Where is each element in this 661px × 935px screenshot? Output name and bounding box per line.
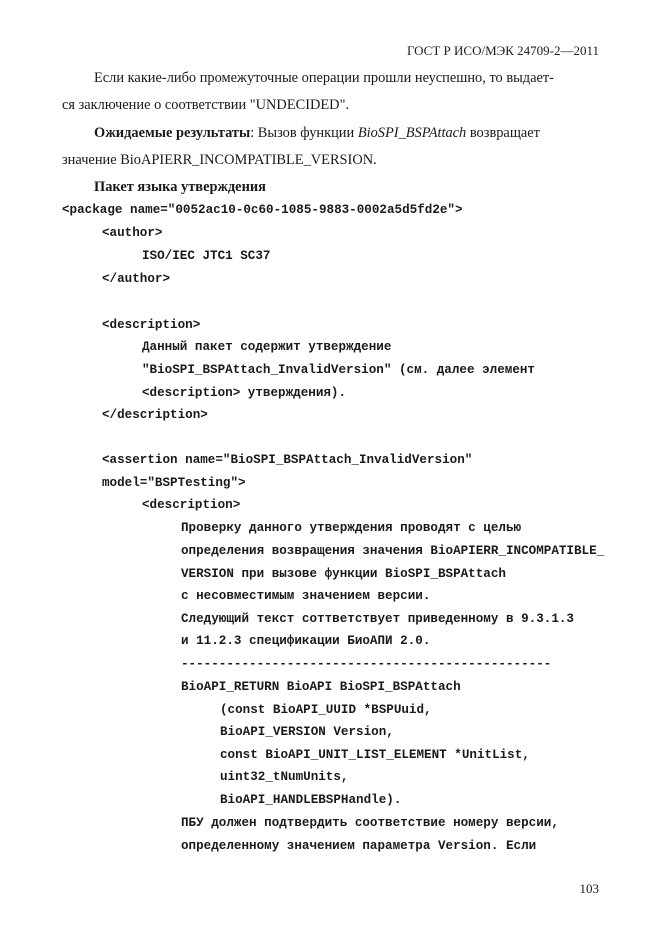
code-line: <description> bbox=[102, 318, 201, 332]
code-line: Следующий текст соттветствует приведенному в 9.3.1.3 bbox=[181, 612, 574, 626]
page-number: 103 bbox=[579, 881, 599, 896]
code-line: с несовместимым значением версии. bbox=[181, 589, 431, 603]
code-line: "BioSPI_BSPAttach_InvalidVersion" (см. далее элемент bbox=[142, 363, 535, 377]
code-line: VERSION при вызове функции BioSPI_BSPAttach bbox=[181, 567, 506, 581]
code-line: Проверку данного утверждения проводят с целью bbox=[181, 521, 522, 535]
expected-results-line bbox=[94, 125, 540, 142]
code-line: определенному значением параметра Version. Если bbox=[181, 839, 537, 853]
code-line: ПБУ должен подтвердить соответствие номеру версии, bbox=[181, 816, 559, 830]
section-title: Пакет языка утверждения bbox=[94, 179, 266, 195]
code-line: BioAPI_RETURN BioAPI BioSPI_BSPAttach bbox=[181, 680, 461, 694]
code-line: uint32_tNumUnits, bbox=[220, 770, 349, 784]
code-line: и 11.2.3 спецификации БиоАПИ 2.0. bbox=[181, 634, 431, 648]
code-line: <assertion name="BioSPI_BSPAttach_InvalidVersion" bbox=[102, 453, 473, 467]
code-line: BioAPI_HANDLEBSPHandle). bbox=[220, 793, 402, 807]
code-line: <author> bbox=[102, 226, 163, 240]
code-separator: ------------------------------------------------- bbox=[181, 657, 552, 671]
function-name: BioSPI_BSPAttach bbox=[357, 125, 467, 141]
expected-results-text: : Вызов функции bbox=[250, 125, 358, 141]
code-line: ISO/IEC JTC1 SC37 bbox=[142, 249, 271, 263]
code-line: model="BSPTesting"> bbox=[102, 476, 246, 490]
code-line: </author> bbox=[102, 272, 171, 286]
code-line: (const BioAPI_UUID *BSPUuid, bbox=[220, 703, 432, 717]
code-line: </description> bbox=[102, 408, 208, 422]
code-line: const BioAPI_UNIT_LIST_ELEMENT *UnitList, bbox=[220, 748, 530, 762]
expected-results-label: Ожидаемые результаты bbox=[94, 125, 251, 141]
code-line: Данный пакет содержит утверждение bbox=[142, 340, 392, 354]
code-line: определения возвращения значения BioAPIERR_INCOMPATIBLE_ bbox=[181, 544, 605, 558]
code-line: <description> утверждения). bbox=[142, 386, 347, 400]
code-line: <package name="0052ac10-0c60-1085-9883-0002a5d5fd2e"> bbox=[62, 203, 463, 217]
document-header: ГОСТ Р ИСО/МЭК 24709-2—2011 bbox=[406, 43, 599, 58]
code-line: <description> bbox=[142, 498, 241, 512]
paragraph-line: Если какие-либо промежуточные операции прошли неуспешно, то выдает- bbox=[94, 70, 554, 86]
paragraph-line: значение BioAPIERR_INCOMPATIBLE_VERSION. bbox=[62, 152, 377, 168]
expected-results-tail: возвращает bbox=[466, 125, 540, 141]
paragraph-line: ся заключение о соответствии "UNDECIDED". bbox=[62, 97, 350, 113]
code-line: BioAPI_VERSION Version, bbox=[220, 725, 394, 739]
